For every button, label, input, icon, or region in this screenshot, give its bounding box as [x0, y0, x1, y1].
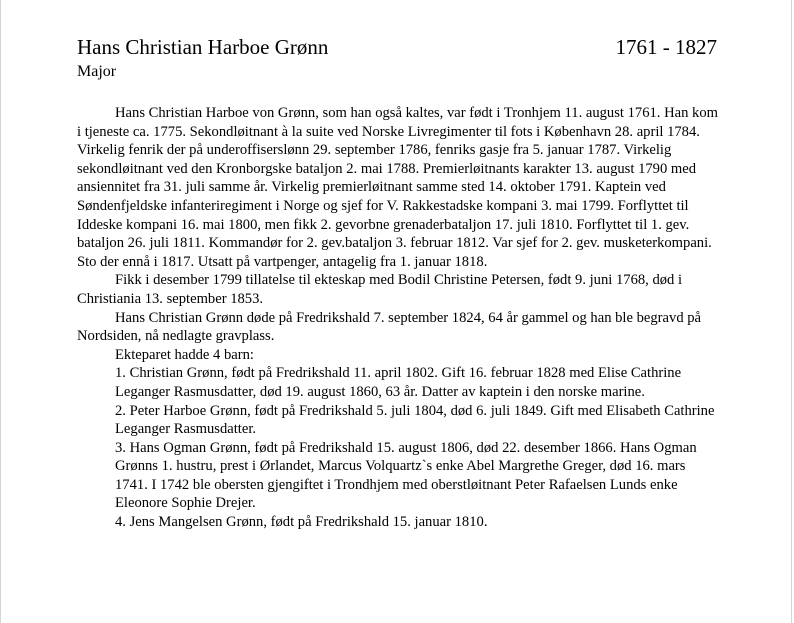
rank-label: Major — [77, 63, 117, 80]
children-list — [77, 364, 721, 531]
child-entry: 1. Christian Grønn, født på Fredrikshald 11. april 1802. Gift 16. februar 1828 med Elise Cathrine Leganger Rasmusdatter, død 19. august 1860, 63 år. Datter av kaptein i den norske marine. — [115, 365, 682, 400]
document-body — [77, 104, 721, 532]
person-name: Hans Christian Harboe Grønn — [77, 35, 329, 59]
marriage-paragraph: Fikk i desember 1799 tillatelse til ekteskap med Bodil Christine Petersen, født 9. juni 1768, død i Christiania 13. september 1853. — [77, 272, 683, 307]
children-intro: Ekteparet hadde 4 barn: — [115, 346, 254, 363]
biography-paragraph: Hans Christian Harboe von Grønn, som han også kaltes, var født i Tronhjem 11. august 1761. Han kom i tjeneste ca. 1775. Sekondløitnant à la suite ved Norske Livregimenter til fots i København 28. april 1784. Virkelig fenrik der på underoffiserslønn 29. september 1786, fenriks gasje fra 5. januar 1787. Virkelig sekondløitnant ved den Kronborgske bataljon 2. mai 1788. Premierløitnants karakter 13. august 1790 med ansiennitet fra 31. juli samme år. Virkelig premierløitnant samme sted 14. oktober 1791. Kaptein ved Søndenfjeldske infanteriregiment i Norge og sjef for V. Rakkestadske kompani 3. mai 1799. Forflyttet til Iddeske kompani 16. mai 1800, men fikk 2. gevorbne grenaderbataljon 17. juli 1810. Forflyttet til 1. gev. bataljon 26. juli 1811. Kommandør for 2. gev.bataljon 3. februar 1812. Var sjef for 2. gev. musketerkompani. Sto der ennå i 1817. Utsatt på vartpenger, antagelig fra 1. januar 1818. — [77, 105, 719, 270]
life-years: 1761 - 1827 — [615, 35, 717, 59]
child-entry: 3. Hans Ogman Grønn, født på Fredrikshald 15. august 1806, død 22. desember 1866. Hans Ogman Grønns 1. hustru, prest i Ørlandet, Marcus Volquartz`s enke Abel Margrethe Greger, død 16. mars 1741. I 1742 ble obersten gjengiftet i Trondhjem med oberstløitnant Peter Rafaelsen Lunds enke Eleonore Sophie Drejer. — [115, 439, 697, 512]
child-entry: 2. Peter Harboe Grønn, født på Fredrikshald 5. juli 1804, død 6. juli 1849. Gift med Elisabeth Cathrine Leganger Rasmusdatter. — [115, 402, 715, 438]
child-entry: 4. Jens Mangelsen Grønn, født på Fredrikshald 15. januar 1810. — [115, 514, 488, 531]
death-paragraph: Hans Christian Grønn døde på Fredrikshald 7. september 1824, 64 år gammel og han ble begravd på Nordsiden, nå nedlagte gravplass. — [77, 309, 702, 345]
title-row — [77, 34, 717, 60]
